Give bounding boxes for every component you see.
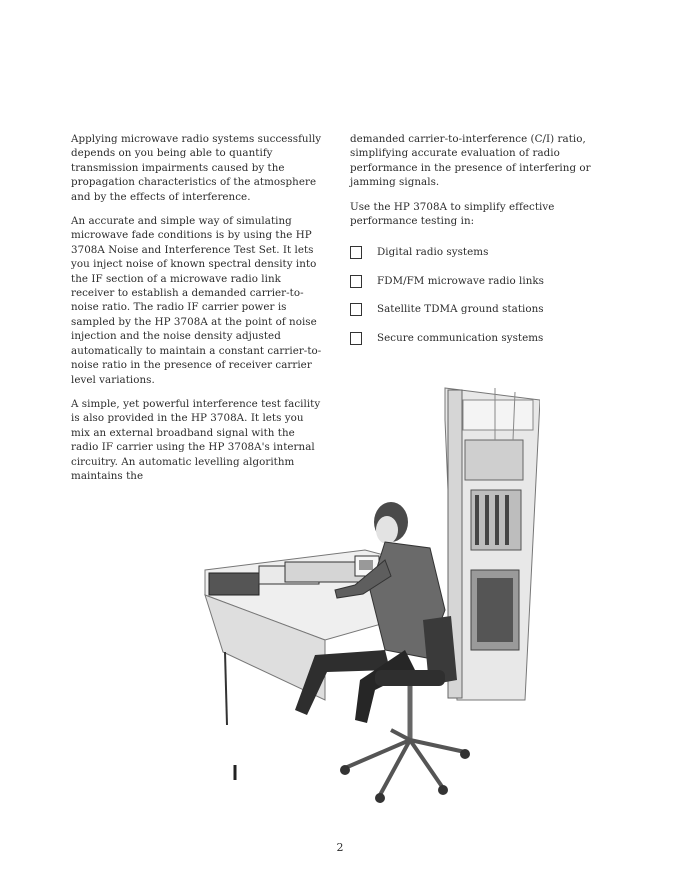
list-item-label: FDM/FM microwave radio links — [377, 274, 545, 287]
applications-list — [350, 238, 602, 352]
right-column — [350, 132, 602, 352]
list-item — [350, 267, 602, 296]
fade-simulation-paragraph: An accurate and simple way of simulating microwave fade conditions is by using the HP 3708A Noise and Interference Test Set. It lets you inject noise of known spectral density into the IF section of a microwave radio link receiver to establish a demanded carrier-to-noise ratio. The radio IF carrier power is sampled by the HP 3708A at the point of noise injection and the noise density adjusted automatically to maintain a constant carrier-to-noise ratio in the presence of receiver carrier level variations. — [71, 215, 322, 386]
continuation-paragraph: demanded carrier-to-interference (C/I) ratio, simplifying accurate evaluation of radio performance in the presence of interfering or jamming signals. — [350, 133, 591, 189]
checkbox-icon — [350, 246, 362, 259]
applications-intro: Use the HP 3708A to simplify effective performance testing in: — [350, 200, 555, 228]
intro-paragraph: Applying microwave radio systems successfully depends on you being able to quantify transmission impairments caused by the propagation characteristics of the atmosphere and by the effects of interference. — [71, 133, 322, 203]
list-item-label: Digital radio systems — [377, 246, 489, 259]
list-item — [350, 238, 602, 267]
interference-paragraph: A simple, yet powerful interference test facility is also provided in the HP 3708A. It lets you mix an external broadband signal with the radio IF carrier using the HP 3708A's internal circuitry. An automatic levelling algorithm maintains the — [71, 397, 321, 482]
list-item-label: Secure communication systems — [377, 331, 544, 344]
list-item — [350, 295, 602, 324]
checkbox-icon — [350, 275, 362, 288]
equipment-rack — [445, 388, 540, 700]
operator-photo — [195, 380, 540, 820]
checkbox-icon — [350, 303, 362, 316]
page-number: 2 — [336, 841, 344, 854]
list-item-label: Satellite TDMA ground stations — [377, 303, 544, 316]
checkbox-icon — [350, 332, 362, 345]
list-item — [350, 324, 602, 353]
